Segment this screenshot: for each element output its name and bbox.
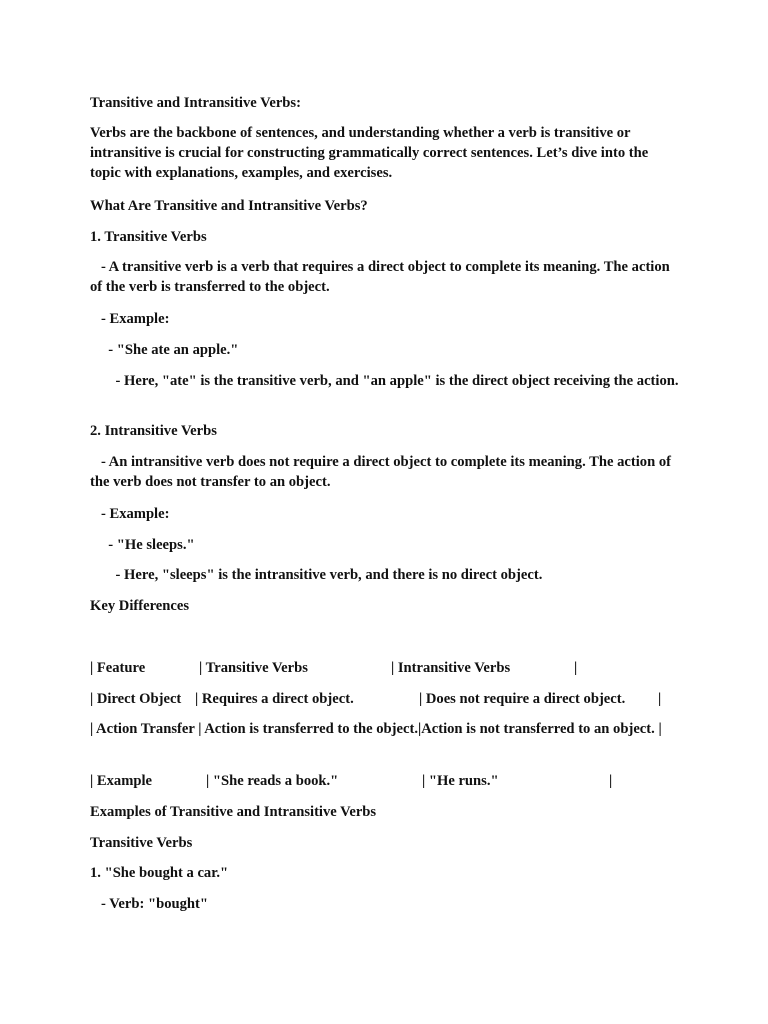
intro-paragraph: Verbs are the backbone of sentences, and understanding whether a verb is transitive or intransitive is crucial for constructing grammatically correct sentences. Let’s dive into the topic with explanations, examples, and exercises. <box>90 125 652 181</box>
table-cell: | Transitive Verbs <box>199 660 308 676</box>
intransitive-definition: - An intransitive verb does not require a direct object to complete its meaning. The action of the verb does not transfer to an object. <box>90 454 675 490</box>
intransitive-example: - "He sleeps." <box>90 537 195 553</box>
table-row: | Action Transfer | Action is transferred to the object.|Action is not transferred to an object. | <box>90 721 662 737</box>
table-cell: | Direct Object <box>90 691 182 707</box>
example-verb: - Verb: "bought" <box>90 896 208 912</box>
transitive-example: - "She ate an apple." <box>90 342 239 358</box>
transitive-heading: 1. Transitive Verbs <box>90 229 207 245</box>
differences-heading: Key Differences <box>90 598 190 614</box>
document-title: Transitive and Intransitive Verbs: <box>90 95 301 111</box>
transitive-definition: - A transitive verb is a verb that requires a direct object to complete its meaning. The action of the verb is transferred to the object. <box>90 259 674 295</box>
table-cell: | Does not require a direct object. <box>419 691 626 707</box>
table-cell: | Example <box>90 773 152 789</box>
intransitive-example-label: - Example: <box>90 506 170 522</box>
question-heading: What Are Transitive and Intransitive Verbs? <box>90 198 368 214</box>
intransitive-heading: 2. Intransitive Verbs <box>90 423 217 439</box>
transitive-explanation: - Here, "ate" is the transitive verb, and "an apple" is the direct object receiving the action. <box>90 373 679 389</box>
table-cell: | <box>658 691 662 707</box>
intransitive-explanation: - Here, "sleeps" is the intransitive verb, and there is no direct object. <box>90 567 543 583</box>
examples-heading: Examples of Transitive and Intransitive Verbs <box>90 804 377 820</box>
table-cell: | <box>574 660 578 676</box>
table-cell: | <box>609 773 613 789</box>
example-sentence: 1. "She bought a car." <box>90 865 229 881</box>
table-cell: | Feature <box>90 660 146 676</box>
transitive-verbs-heading: Transitive Verbs <box>90 835 193 851</box>
table-cell: | "She reads a book." <box>206 773 339 789</box>
table-cell: | Requires a direct object. <box>195 691 354 707</box>
transitive-example-label: - Example: <box>90 311 170 327</box>
table-cell: | "He runs." <box>422 773 499 789</box>
table-cell: | Intransitive Verbs <box>391 660 511 676</box>
